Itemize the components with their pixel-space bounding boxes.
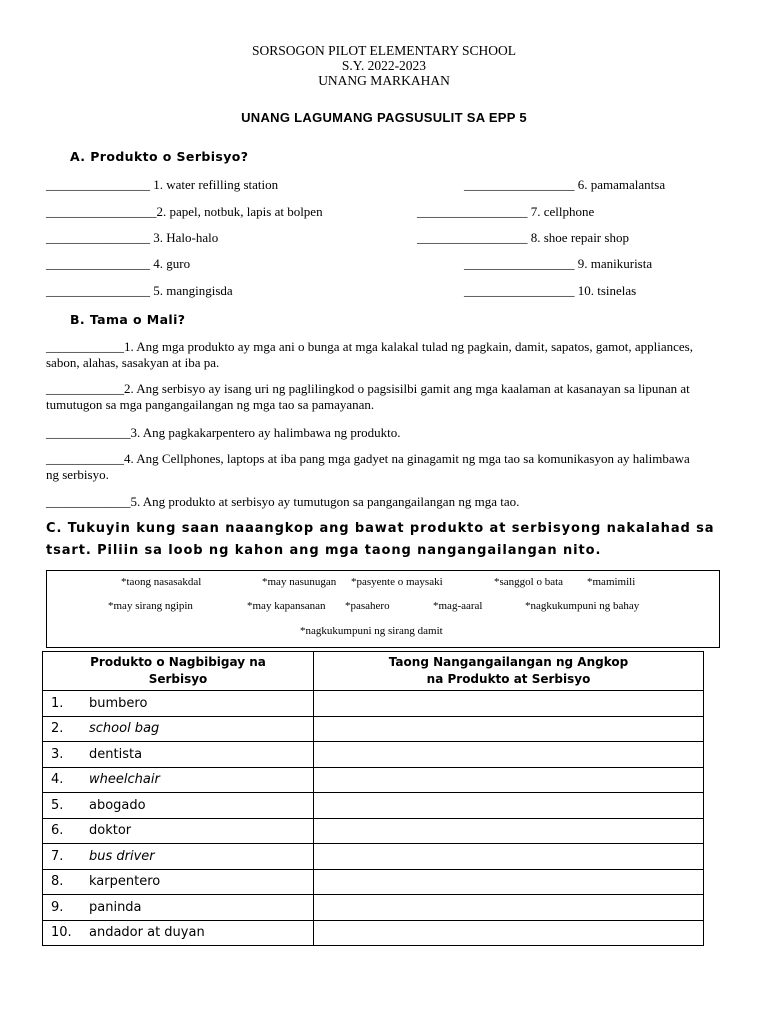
choice-item: *sanggol o bata: [494, 576, 564, 588]
choice-item: *may sirang ngipin: [108, 600, 193, 612]
choice-item: *nagkukumpuni ng sirang damit: [300, 625, 443, 637]
answer-cell[interactable]: [314, 920, 704, 946]
table-row: [43, 818, 704, 844]
school-year: S.Y. 2022-2023: [341, 58, 427, 73]
section-a-item: _________________ 7. cellphone: [417, 204, 595, 219]
quarter-label: UNANG MARKAHAN: [318, 73, 450, 88]
row-number: 6.: [51, 823, 64, 839]
row-number: 3.: [51, 746, 64, 762]
school-name: SORSOGON PILOT ELEMENTARY SCHOOL: [251, 43, 517, 58]
section-a-item: _________________ 8. shoe repair shop: [417, 230, 629, 245]
section-a-item: _________________ 9. manikurista: [464, 256, 653, 271]
section-b-item: ____________1. Ang mga produkto ay mga ani o bunga at mga kalakal tulad ng pagkain, damit, sapatos, gamot, appliances, sabon, alahas, sasakyan at iba pa.: [46, 339, 693, 370]
choice-item: *pasahero: [345, 600, 390, 612]
table-header-row: [43, 652, 704, 691]
answer-cell[interactable]: [314, 742, 704, 768]
row-number: 5.: [51, 797, 64, 813]
row-number: 9.: [51, 899, 64, 915]
table-row: [43, 691, 704, 717]
section-c-instruction: C. Tukuyin kung saan naaangkop ang bawat produkto at serbisyong nakalahad sa tsart. Piliin sa loob ng kahon ang mga taong nangangailangan nito.: [46, 521, 715, 558]
choice-item: *may nasunugan: [262, 576, 337, 588]
choice-item: *mamimili: [587, 576, 636, 588]
row-item: abogado: [89, 797, 146, 813]
section-a-item: _________________ 6. pamamalantsa: [464, 177, 666, 192]
column-header: Taong Nangangailangan ng Angkop na Produkto at Serbisyo: [314, 652, 704, 691]
section-b-item: ____________2. Ang serbisyo ay isang uri ng paglilingkod o pagsisilbi gamit ang mga kaalaman at kasanayan sa lipunan at tumutugon sa mga pangangailangan ng mga tao sa pamayanan.: [46, 381, 690, 412]
row-number: 10.: [51, 925, 72, 941]
table-row: [43, 716, 704, 742]
section-b-heading: B. Tama o Mali?: [70, 312, 186, 327]
section-b-item: ____________4. Ang Cellphones, laptops at iba pang mga gadyet na ginagamit ng mga tao sa komunikasyon ay halimbawa ng serbisyo.: [46, 451, 690, 482]
row-item: andador at duyan: [89, 925, 205, 941]
row-item: bus driver: [89, 848, 155, 864]
table-row: [43, 920, 704, 946]
row-item: school bag: [89, 721, 160, 737]
answer-cell[interactable]: [314, 793, 704, 819]
row-item: bumbero: [89, 695, 148, 711]
table-row: [43, 767, 704, 793]
section-a-item: _________________2. papel, notbuk, lapis at bolpen: [46, 204, 323, 219]
section-b-item: _____________5. Ang produkto at serbisyo ay tumutugon sa pangangailangan ng mga tao.: [46, 494, 520, 509]
table-row: [43, 793, 704, 819]
row-number: 2.: [51, 721, 64, 737]
row-number: 1.: [51, 695, 64, 711]
row-item: wheelchair: [89, 772, 160, 788]
section-a-heading: A. Produkto o Serbisyo?: [70, 149, 249, 164]
row-number: 4.: [51, 772, 64, 788]
section-a-item: ________________ 3. Halo-halo: [46, 230, 219, 245]
column-header: Produkto o Nagbibigay na Serbisyo: [43, 652, 314, 691]
row-number: 7.: [51, 848, 64, 864]
choice-item: *nagkukumpuni ng bahay: [525, 600, 640, 612]
table-row: [43, 869, 704, 895]
choice-item: *may kapansanan: [247, 600, 326, 612]
table-row: [43, 742, 704, 768]
answer-table: [42, 651, 704, 946]
answer-cell[interactable]: [314, 691, 704, 717]
choice-item: *pasyente o maysaki: [351, 576, 443, 588]
answer-cell[interactable]: [314, 716, 704, 742]
choices-box: [46, 570, 720, 648]
section-a-item: ________________ 1. water refilling station: [46, 177, 279, 192]
row-item: paninda: [89, 899, 142, 915]
table-row: [43, 895, 704, 921]
row-item: karpentero: [89, 874, 161, 890]
row-item: doktor: [89, 823, 132, 839]
table-row: [43, 844, 704, 870]
answer-cell[interactable]: [314, 844, 704, 870]
answer-cell[interactable]: [314, 895, 704, 921]
page-title: UNANG LAGUMANG PAGSUSULIT SA EPP 5: [241, 110, 527, 125]
row-item: dentista: [89, 746, 143, 762]
section-b-item: _____________3. Ang pagkakarpentero ay halimbawa ng produkto.: [46, 425, 401, 440]
answer-cell[interactable]: [314, 818, 704, 844]
section-a-item: ________________ 5. mangingisda: [46, 283, 233, 298]
answer-cell[interactable]: [314, 767, 704, 793]
row-number: 8.: [51, 874, 64, 890]
section-a-item: ________________ 4. guro: [46, 256, 191, 271]
choice-item: *taong nasasakdal: [121, 576, 202, 588]
choice-item: *mag-aaral: [433, 600, 483, 612]
section-a-item: _________________ 10. tsinelas: [464, 283, 637, 298]
answer-cell[interactable]: [314, 869, 704, 895]
